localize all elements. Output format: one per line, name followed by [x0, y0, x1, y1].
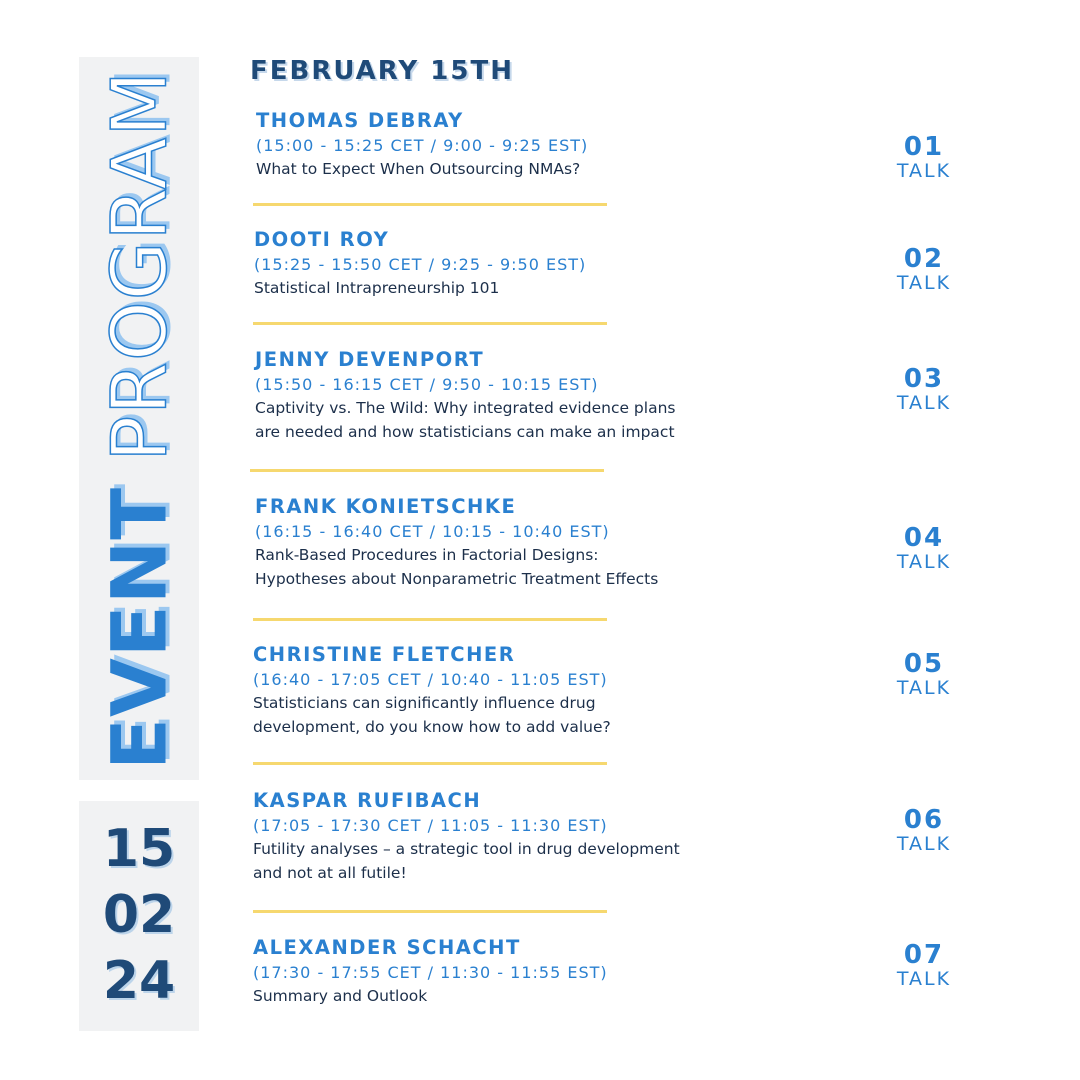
talk-title-line-1: Futility analyses – a strategic tool in drug development [253, 840, 680, 858]
talk-title-line-1: Captivity vs. The Wild: Why integrated evidence plans [255, 399, 676, 417]
talk-number-block [884, 134, 964, 182]
talk-number: 04 [903, 523, 945, 553]
date-month: 02 [102, 885, 176, 945]
divider [253, 618, 607, 621]
talk-number: 05 [903, 649, 945, 679]
speaker-name: JENNY DEVENPORT [255, 348, 485, 371]
talk-label: TALK [896, 833, 952, 855]
speaker-name: FRANK KONIETSCHKE [255, 495, 517, 518]
event-title-light: PROGRAM [94, 70, 184, 462]
speaker-name: THOMAS DEBRAY [256, 109, 464, 132]
speaker-name: ALEXANDER SCHACHT [253, 936, 521, 959]
talk-label: TALK [896, 160, 952, 182]
talk-title: What to Expect When Outsourcing NMAs? [256, 160, 581, 178]
talk-item [253, 642, 893, 739]
talk-time: (16:15 - 16:40 CET / 10:15 - 10:40 EST) [255, 522, 610, 541]
talk-title-line-1: Statisticians can significantly influence drug [253, 694, 596, 712]
talk-number: 06 [903, 805, 945, 835]
talk-item [256, 108, 896, 181]
talk-number-block [884, 651, 964, 699]
talk-time: (15:25 - 15:50 CET / 9:25 - 9:50 EST) [254, 255, 587, 274]
talk-title-line-2: Hypotheses about Nonparametric Treatment Effects [255, 570, 659, 588]
divider [250, 469, 604, 472]
talk-time: (15:00 - 15:25 CET / 9:00 - 9:25 EST) [256, 136, 589, 155]
talk-title-line-2: development, do you know how to add value? [253, 718, 611, 736]
talk-title-line-2: are needed and how statisticians can make an impact [255, 423, 675, 441]
talk-number-block [884, 807, 964, 855]
talk-time: (15:50 - 16:15 CET / 9:50 - 10:15 EST) [255, 375, 599, 394]
divider [253, 762, 607, 765]
date-day: 15 [102, 819, 176, 879]
talk-number: 01 [903, 132, 945, 162]
talk-item [255, 494, 895, 591]
talk-item [253, 788, 893, 885]
date-panel [79, 801, 199, 1031]
speaker-name: KASPAR RUFIBACH [253, 789, 482, 812]
talk-title-line-2: and not at all futile! [253, 864, 407, 882]
talk-title: Statistical Intrapreneurship 101 [254, 279, 500, 297]
divider [253, 203, 607, 206]
talk-number-block [884, 525, 964, 573]
talk-time: (17:05 - 17:30 CET / 11:05 - 11:30 EST) [253, 816, 608, 835]
talk-number: 03 [903, 364, 945, 394]
talk-title-line-1: Rank-Based Procedures in Factorial Designs: [255, 546, 599, 564]
talk-label: TALK [896, 392, 952, 414]
talk-number-block [884, 366, 964, 414]
talk-time: (17:30 - 17:55 CET / 11:30 - 11:55 EST) [253, 963, 608, 982]
divider [253, 322, 607, 325]
speaker-name: CHRISTINE FLETCHER [253, 643, 516, 666]
date-year: 24 [102, 951, 176, 1011]
event-title-bold: EVENT [94, 486, 184, 770]
talk-item [254, 227, 894, 300]
divider [253, 910, 607, 913]
talk-number: 07 [903, 940, 945, 970]
talk-item [253, 935, 893, 1008]
talk-label: TALK [896, 677, 952, 699]
talk-label: TALK [896, 551, 952, 573]
talk-number-block [884, 942, 964, 990]
talk-time: (16:40 - 17:05 CET / 10:40 - 11:05 EST) [253, 670, 608, 689]
talk-title: Summary and Outlook [253, 987, 428, 1005]
talk-item [255, 347, 895, 444]
page-title: FEBRUARY 15TH [250, 56, 514, 86]
speaker-name: DOOTI ROY [254, 228, 390, 251]
talk-number-block [884, 246, 964, 294]
talk-label: TALK [896, 272, 952, 294]
talk-number: 02 [903, 244, 945, 274]
event-program-title [95, 70, 184, 770]
talk-label: TALK [896, 968, 952, 990]
